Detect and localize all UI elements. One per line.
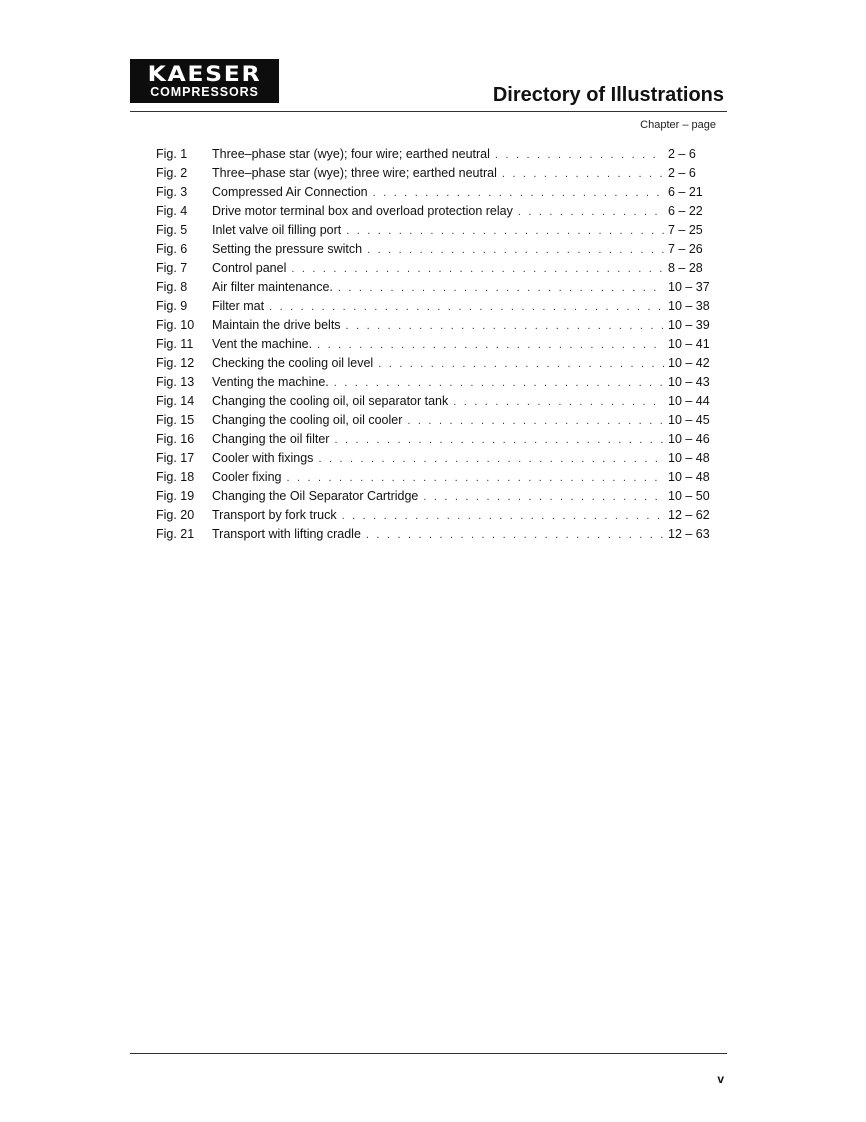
figure-number: Fig. 11 — [156, 337, 194, 351]
figure-title: Changing the cooling oil, oil cooler — [212, 413, 403, 427]
dot-leader — [366, 526, 664, 545]
figure-page: 10 – 50 — [668, 489, 710, 503]
figure-number: Fig. 13 — [156, 375, 195, 389]
logo-wordmark: KAESER — [147, 62, 262, 86]
figure-page: 12 – 62 — [668, 508, 710, 522]
figure-page: 10 – 43 — [668, 375, 710, 389]
figure-page: 10 – 44 — [668, 394, 710, 408]
list-item[interactable] — [156, 316, 716, 335]
figure-number: Fig. 14 — [156, 394, 195, 408]
kaeser-logo — [130, 59, 279, 103]
figure-number: Fig. 20 — [156, 508, 195, 522]
figure-title: Filter mat — [212, 299, 265, 313]
figure-page: 10 – 38 — [668, 299, 710, 313]
list-item[interactable] — [156, 221, 716, 240]
figure-title: Cooler fixing — [212, 470, 282, 484]
list-item[interactable] — [156, 449, 716, 468]
figure-page: 6 – 21 — [668, 185, 703, 199]
figure-page: 10 – 37 — [668, 280, 710, 294]
column-heading: Chapter – page — [640, 119, 716, 131]
dot-leader — [453, 393, 664, 412]
figure-title: Air filter maintenance. — [212, 280, 333, 294]
dot-leader — [291, 260, 664, 279]
figure-page: 6 – 22 — [668, 204, 703, 218]
dot-leader — [342, 507, 664, 526]
figure-title: Cooler with fixings — [212, 451, 314, 465]
figure-number: Fig. 16 — [156, 432, 195, 446]
figure-title: Inlet valve oil filling port — [212, 223, 342, 237]
dot-leader — [423, 488, 664, 507]
figure-title: Drive motor terminal box and overload protection relay — [212, 204, 513, 218]
figure-title: Vent the machine. — [212, 337, 313, 351]
list-item[interactable] — [156, 164, 716, 183]
footer-divider — [130, 1053, 727, 1054]
figure-title: Checking the cooling oil level — [212, 356, 374, 370]
list-item[interactable] — [156, 202, 716, 221]
illustration-list — [156, 145, 716, 544]
dot-leader — [338, 279, 664, 298]
figure-title: Three–phase star (wye); four wire; earthed neutral — [212, 147, 490, 161]
figure-number: Fig. 1 — [156, 147, 188, 161]
dot-leader — [334, 431, 664, 450]
list-item[interactable] — [156, 278, 716, 297]
list-item[interactable] — [156, 525, 716, 544]
list-item[interactable] — [156, 506, 716, 525]
dot-leader — [367, 241, 664, 260]
dot-leader — [317, 336, 664, 355]
figure-page: 10 – 39 — [668, 318, 710, 332]
figure-number: Fig. 7 — [156, 261, 188, 275]
figure-title: Changing the cooling oil, oil separator tank — [212, 394, 449, 408]
figure-number: Fig. 10 — [156, 318, 195, 332]
logo-subtitle: COMPRESSORS — [150, 85, 259, 99]
figure-number: Fig. 12 — [156, 356, 195, 370]
dot-leader — [407, 412, 664, 431]
header-divider — [130, 111, 727, 112]
figure-number: Fig. 15 — [156, 413, 195, 427]
list-item[interactable] — [156, 354, 716, 373]
figure-number: Fig. 5 — [156, 223, 188, 237]
dot-leader — [269, 298, 664, 317]
figure-title: Transport by fork truck — [212, 508, 337, 522]
dot-leader — [346, 317, 664, 336]
list-item[interactable] — [156, 240, 716, 259]
list-item[interactable] — [156, 392, 716, 411]
figure-page: 10 – 45 — [668, 413, 710, 427]
dot-leader — [334, 374, 664, 393]
figure-number: Fig. 2 — [156, 166, 188, 180]
figure-number: Fig. 18 — [156, 470, 195, 484]
figure-page: 7 – 25 — [668, 223, 703, 237]
figure-page: 12 – 63 — [668, 527, 710, 541]
figure-page: 2 – 6 — [668, 147, 696, 161]
list-item[interactable] — [156, 297, 716, 316]
figure-title: Setting the pressure switch — [212, 242, 363, 256]
figure-title: Maintain the drive belts — [212, 318, 341, 332]
figure-page: 10 – 41 — [668, 337, 710, 351]
figure-page: 7 – 26 — [668, 242, 703, 256]
figure-title: Control panel — [212, 261, 287, 275]
list-item[interactable] — [156, 487, 716, 506]
figure-title: Compressed Air Connection — [212, 185, 368, 199]
figure-number: Fig. 8 — [156, 280, 188, 294]
dot-leader — [346, 222, 664, 241]
figure-title: Venting the machine. — [212, 375, 329, 389]
dot-leader — [518, 203, 664, 222]
dot-leader — [318, 450, 664, 469]
list-item[interactable] — [156, 373, 716, 392]
figure-page: 10 – 42 — [668, 356, 710, 370]
figure-number: Fig. 17 — [156, 451, 195, 465]
figure-number: Fig. 9 — [156, 299, 188, 313]
dot-leader — [378, 355, 664, 374]
figure-number: Fig. 19 — [156, 489, 195, 503]
dot-leader — [502, 165, 664, 184]
list-item[interactable] — [156, 259, 716, 278]
dot-leader — [495, 146, 664, 165]
figure-page: 2 – 6 — [668, 166, 696, 180]
figure-number: Fig. 6 — [156, 242, 188, 256]
figure-title: Three–phase star (wye); three wire; earthed neutral — [212, 166, 497, 180]
figure-title: Changing the oil filter — [212, 432, 330, 446]
figure-title: Transport with lifting cradle — [212, 527, 361, 541]
figure-title: Changing the Oil Separator Cartridge — [212, 489, 419, 503]
page-number: v — [717, 1072, 724, 1086]
dot-leader — [286, 469, 664, 488]
list-item[interactable] — [156, 411, 716, 430]
list-item[interactable] — [156, 145, 716, 164]
dot-leader — [373, 184, 664, 203]
figure-number: Fig. 21 — [156, 527, 195, 541]
figure-page: 8 – 28 — [668, 261, 703, 275]
figure-page: 10 – 46 — [668, 432, 710, 446]
list-item[interactable] — [156, 183, 716, 202]
figure-number: Fig. 4 — [156, 204, 188, 218]
list-item[interactable] — [156, 335, 716, 354]
figure-page: 10 – 48 — [668, 470, 710, 484]
list-item[interactable] — [156, 468, 716, 487]
figure-page: 10 – 48 — [668, 451, 710, 465]
page-title: Directory of Illustrations — [492, 84, 724, 106]
figure-number: Fig. 3 — [156, 185, 188, 199]
list-item[interactable] — [156, 430, 716, 449]
